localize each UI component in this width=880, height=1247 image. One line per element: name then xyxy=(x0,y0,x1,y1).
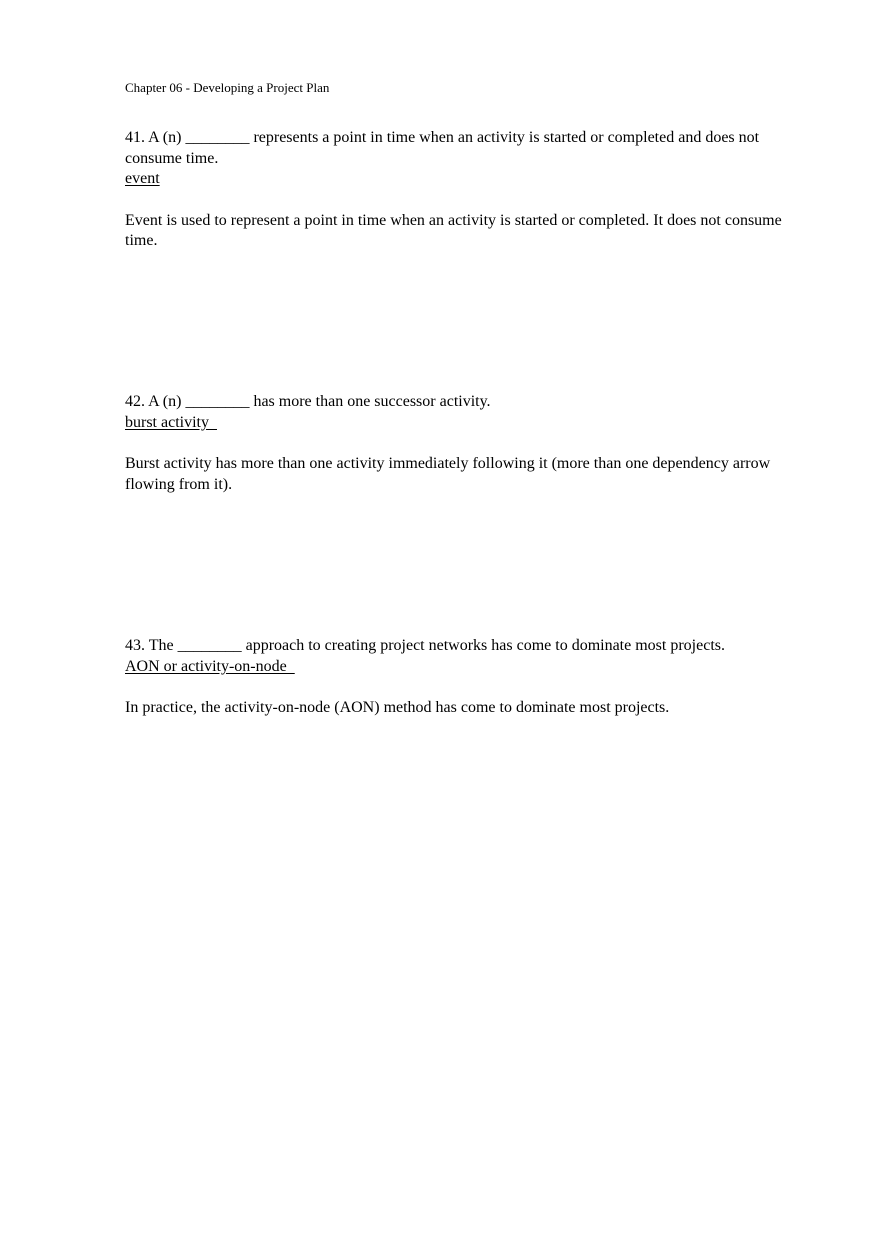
question-41 xyxy=(125,128,790,252)
answer: burst activity xyxy=(125,413,217,431)
question-text: 43. The ________ approach to creating project networks has come to dominate most projects. xyxy=(125,637,725,654)
question-text: 41. A (n) ________ represents a point in time when an activity is started or completed and does not consume time. xyxy=(125,129,760,167)
answer: AON or activity-on-node xyxy=(125,657,295,675)
explanation: Event is used to represent a point in time when an activity is started or completed. It does not consume time. xyxy=(125,211,782,249)
explanation: In practice, the activity-on-node (AON) method has come to dominate most projects. xyxy=(125,699,670,716)
answer: event xyxy=(125,170,160,187)
question-text: 42. A (n) ________ has more than one successor activity. xyxy=(125,393,491,410)
explanation: Burst activity has more than one activity immediately following it (more than one dependency arrow flowing from it). xyxy=(125,455,771,493)
question-43 xyxy=(125,636,790,719)
question-42 xyxy=(125,392,790,495)
page-header: Chapter 06 - Developing a Project Plan xyxy=(125,80,330,95)
